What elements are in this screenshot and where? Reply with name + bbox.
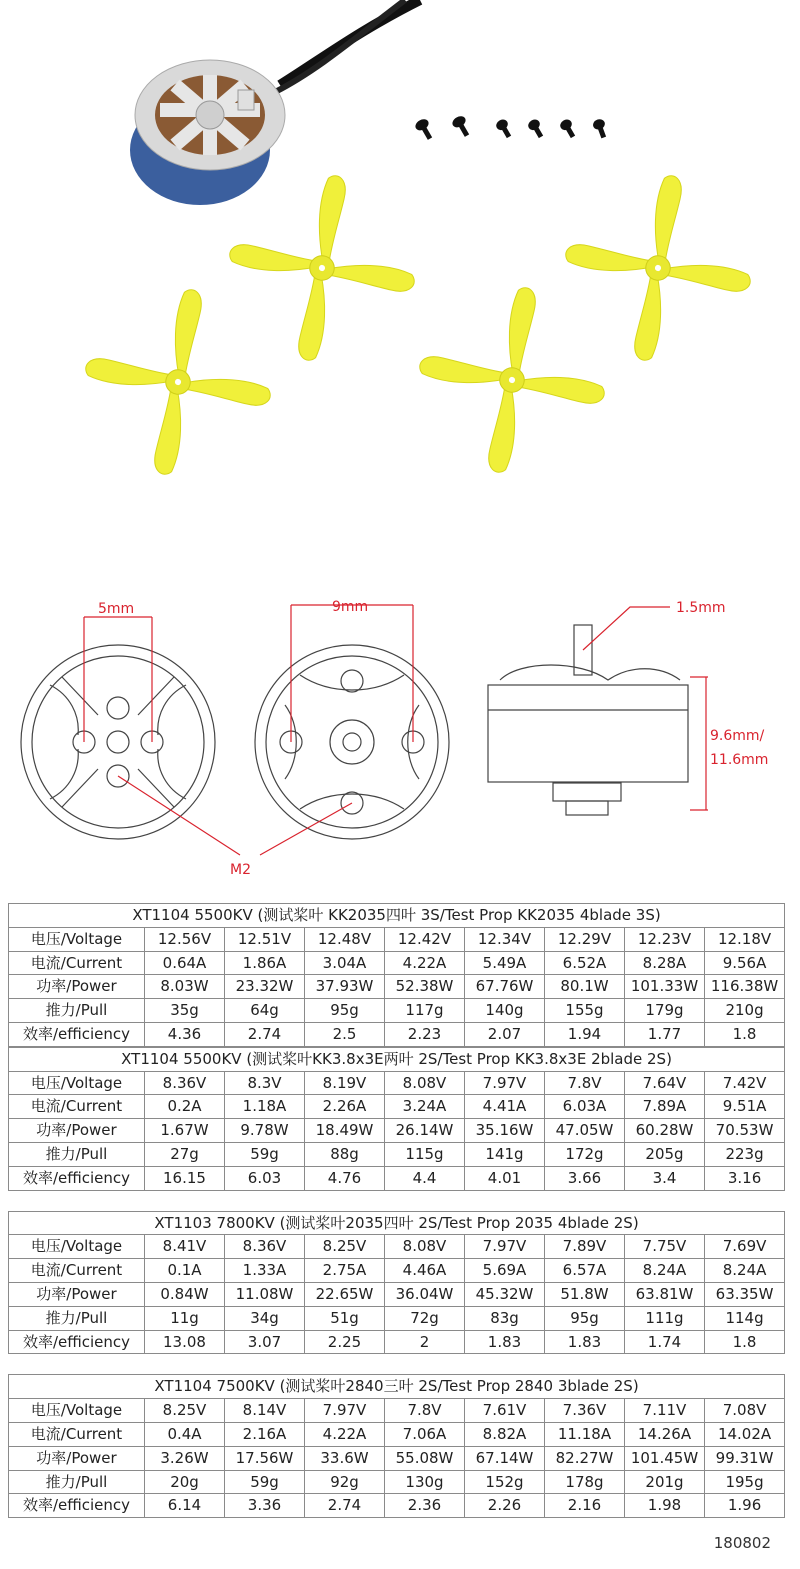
table-cell: 67.76W bbox=[465, 975, 545, 999]
table-cell: 3.26W bbox=[145, 1446, 225, 1470]
row-label: 推力/Pull bbox=[9, 999, 145, 1023]
table-cell: 9.78W bbox=[225, 1119, 305, 1143]
table-cell: 115g bbox=[385, 1142, 465, 1166]
table-cell: 172g bbox=[545, 1142, 625, 1166]
table-cell: 3.24A bbox=[385, 1095, 465, 1119]
table-title: XT1104 5500KV (测试桨叶KK3.8x3E两叶 2S/Test Prop KK3.8x3E 2blade 2S) bbox=[9, 1047, 785, 1071]
table-cell: 8.08V bbox=[385, 1235, 465, 1259]
table-cell: 12.18V bbox=[705, 927, 785, 951]
table-cell: 8.36V bbox=[225, 1235, 305, 1259]
table-cell: 12.23V bbox=[625, 927, 705, 951]
table-cell: 111g bbox=[625, 1306, 705, 1330]
table-cell: 20g bbox=[145, 1470, 225, 1494]
table-cell: 201g bbox=[625, 1470, 705, 1494]
table-cell: 2.25 bbox=[305, 1330, 385, 1354]
table-cell: 7.36V bbox=[545, 1399, 625, 1423]
table-cell: 12.56V bbox=[145, 927, 225, 951]
table-row bbox=[9, 1306, 785, 1330]
table-cell: 6.03A bbox=[545, 1095, 625, 1119]
table-cell: 8.36V bbox=[145, 1071, 225, 1095]
table-cell: 195g bbox=[705, 1470, 785, 1494]
table-cell: 9.56A bbox=[705, 951, 785, 975]
dim-mount-label: 9mm bbox=[332, 599, 369, 615]
table-cell: 4.41A bbox=[465, 1095, 545, 1119]
table-cell: 2.16 bbox=[545, 1494, 625, 1518]
table-cell: 13.08 bbox=[145, 1330, 225, 1354]
table-cell: 45.32W bbox=[465, 1282, 545, 1306]
table-cell: 1.74 bbox=[625, 1330, 705, 1354]
table-cell: 1.8 bbox=[705, 1330, 785, 1354]
table-cell: 2.75A bbox=[305, 1259, 385, 1283]
table-cell: 141g bbox=[465, 1142, 545, 1166]
table-cell: 36.04W bbox=[385, 1282, 465, 1306]
dim-height-label-1: 9.6mm/ bbox=[710, 728, 765, 744]
table-row bbox=[9, 1399, 785, 1423]
propeller-2 bbox=[73, 277, 284, 488]
table-cell: 2.5 bbox=[305, 1022, 385, 1046]
table-cell: 2.74 bbox=[225, 1022, 305, 1046]
table-cell: 1.94 bbox=[545, 1022, 625, 1046]
row-label: 功率/Power bbox=[9, 1119, 145, 1143]
row-label: 推力/Pull bbox=[9, 1142, 145, 1166]
table-cell: 51g bbox=[305, 1306, 385, 1330]
table-cell: 0.4A bbox=[145, 1422, 225, 1446]
table-cell: 67.14W bbox=[465, 1446, 545, 1470]
table-cell: 8.28A bbox=[625, 951, 705, 975]
table-cell: 7.61V bbox=[465, 1399, 545, 1423]
table-row bbox=[9, 1166, 785, 1190]
performance-table bbox=[8, 1374, 785, 1518]
table-row bbox=[9, 1422, 785, 1446]
table-cell: 72g bbox=[385, 1306, 465, 1330]
row-label: 电压/Voltage bbox=[9, 1235, 145, 1259]
table-cell: 7.89A bbox=[625, 1095, 705, 1119]
table-title: XT1104 5500KV (测试桨叶 KK2035四叶 3S/Test Prop KK2035 4blade 3S) bbox=[9, 904, 785, 928]
table-row bbox=[9, 951, 785, 975]
table-cell: 2.16A bbox=[225, 1422, 305, 1446]
table-cell: 8.08V bbox=[385, 1071, 465, 1095]
table-cell: 1.83 bbox=[465, 1330, 545, 1354]
table-cell: 7.97V bbox=[465, 1235, 545, 1259]
table-cell: 8.3V bbox=[225, 1071, 305, 1095]
table-cell: 1.77 bbox=[625, 1022, 705, 1046]
table-cell: 35g bbox=[145, 999, 225, 1023]
performance-table bbox=[8, 1047, 785, 1191]
table-cell: 4.46A bbox=[385, 1259, 465, 1283]
table-cell: 59g bbox=[225, 1142, 305, 1166]
table-cell: 7.97V bbox=[305, 1399, 385, 1423]
table-cell: 140g bbox=[465, 999, 545, 1023]
table-cell: 210g bbox=[705, 999, 785, 1023]
table-cell: 7.64V bbox=[625, 1071, 705, 1095]
table-gap bbox=[8, 1191, 784, 1211]
dim-height-label-2: 11.6mm bbox=[710, 752, 769, 768]
table-cell: 99.31W bbox=[705, 1446, 785, 1470]
table-cell: 1.98 bbox=[625, 1494, 705, 1518]
table-row bbox=[9, 1022, 785, 1046]
table-cell: 1.96 bbox=[705, 1494, 785, 1518]
propeller-4 bbox=[407, 275, 618, 486]
table-cell: 88g bbox=[305, 1142, 385, 1166]
table-cell: 18.49W bbox=[305, 1119, 385, 1143]
table-cell: 3.4 bbox=[625, 1166, 705, 1190]
row-label: 功率/Power bbox=[9, 1282, 145, 1306]
product-photo bbox=[0, 0, 800, 560]
table-cell: 33.6W bbox=[305, 1446, 385, 1470]
row-label: 效率/efficiency bbox=[9, 1494, 145, 1518]
table-cell: 4.4 bbox=[385, 1166, 465, 1190]
performance-table bbox=[8, 1211, 785, 1355]
table-cell: 116.38W bbox=[705, 975, 785, 999]
screws-photo bbox=[413, 114, 609, 142]
table-cell: 83g bbox=[465, 1306, 545, 1330]
table-cell: 17.56W bbox=[225, 1446, 305, 1470]
table-cell: 12.48V bbox=[305, 927, 385, 951]
table-cell: 3.04A bbox=[305, 951, 385, 975]
table-cell: 7.75V bbox=[625, 1235, 705, 1259]
row-label: 电流/Current bbox=[9, 1259, 145, 1283]
table-cell: 1.33A bbox=[225, 1259, 305, 1283]
row-label: 效率/efficiency bbox=[9, 1166, 145, 1190]
table-cell: 80.1W bbox=[545, 975, 625, 999]
table-cell: 0.2A bbox=[145, 1095, 225, 1119]
table-cell: 6.52A bbox=[545, 951, 625, 975]
table-cell: 179g bbox=[625, 999, 705, 1023]
dim-shaft-label: 5mm bbox=[98, 601, 135, 617]
row-label: 电压/Voltage bbox=[9, 1071, 145, 1095]
table-cell: 114g bbox=[705, 1306, 785, 1330]
table-cell: 178g bbox=[545, 1470, 625, 1494]
performance-table bbox=[8, 903, 785, 1047]
table-row bbox=[9, 1446, 785, 1470]
table-cell: 1.83 bbox=[545, 1330, 625, 1354]
table-cell: 8.24A bbox=[625, 1259, 705, 1283]
table-cell: 60.28W bbox=[625, 1119, 705, 1143]
table-cell: 8.82A bbox=[465, 1422, 545, 1446]
table-cell: 4.22A bbox=[305, 1422, 385, 1446]
table-cell: 205g bbox=[625, 1142, 705, 1166]
table-row bbox=[9, 1095, 785, 1119]
table-cell: 22.65W bbox=[305, 1282, 385, 1306]
table-cell: 47.05W bbox=[545, 1119, 625, 1143]
row-label: 电流/Current bbox=[9, 1422, 145, 1446]
table-cell: 8.14V bbox=[225, 1399, 305, 1423]
table-gap bbox=[8, 1354, 784, 1374]
performance-tables bbox=[8, 903, 784, 1518]
table-cell: 7.08V bbox=[705, 1399, 785, 1423]
table-cell: 3.66 bbox=[545, 1166, 625, 1190]
table-cell: 11.18A bbox=[545, 1422, 625, 1446]
row-label: 电压/Voltage bbox=[9, 1399, 145, 1423]
table-cell: 5.69A bbox=[465, 1259, 545, 1283]
table-cell: 12.29V bbox=[545, 927, 625, 951]
table-cell: 7.97V bbox=[465, 1071, 545, 1095]
table-row bbox=[9, 1259, 785, 1283]
table-cell: 51.8W bbox=[545, 1282, 625, 1306]
table-cell: 12.42V bbox=[385, 927, 465, 951]
row-label: 推力/Pull bbox=[9, 1306, 145, 1330]
table-cell: 7.69V bbox=[705, 1235, 785, 1259]
table-cell: 7.8V bbox=[545, 1071, 625, 1095]
table-cell: 6.57A bbox=[545, 1259, 625, 1283]
row-label: 推力/Pull bbox=[9, 1470, 145, 1494]
table-cell: 1.86A bbox=[225, 951, 305, 975]
table-cell: 2.07 bbox=[465, 1022, 545, 1046]
table-cell: 8.24A bbox=[705, 1259, 785, 1283]
table-cell: 7.06A bbox=[385, 1422, 465, 1446]
table-cell: 14.26A bbox=[625, 1422, 705, 1446]
propeller-3 bbox=[553, 163, 764, 374]
table-cell: 95g bbox=[545, 1306, 625, 1330]
table-cell: 12.51V bbox=[225, 927, 305, 951]
table-cell: 27g bbox=[145, 1142, 225, 1166]
table-cell: 8.03W bbox=[145, 975, 225, 999]
table-cell: 82.27W bbox=[545, 1446, 625, 1470]
propeller-1 bbox=[217, 163, 428, 374]
table-cell: 6.03 bbox=[225, 1166, 305, 1190]
table-cell: 7.8V bbox=[385, 1399, 465, 1423]
table-cell: 63.35W bbox=[705, 1282, 785, 1306]
table-cell: 95g bbox=[305, 999, 385, 1023]
table-cell: 8.41V bbox=[145, 1235, 225, 1259]
table-row bbox=[9, 975, 785, 999]
row-label: 效率/efficiency bbox=[9, 1330, 145, 1354]
table-cell: 52.38W bbox=[385, 975, 465, 999]
table-row bbox=[9, 1282, 785, 1306]
row-label: 电流/Current bbox=[9, 951, 145, 975]
table-cell: 92g bbox=[305, 1470, 385, 1494]
table-row bbox=[9, 1142, 785, 1166]
table-row bbox=[9, 999, 785, 1023]
table-cell: 12.34V bbox=[465, 927, 545, 951]
table-cell: 223g bbox=[705, 1142, 785, 1166]
row-label: 电压/Voltage bbox=[9, 927, 145, 951]
table-cell: 37.93W bbox=[305, 975, 385, 999]
row-label: 功率/Power bbox=[9, 975, 145, 999]
row-label: 功率/Power bbox=[9, 1446, 145, 1470]
table-cell: 4.76 bbox=[305, 1166, 385, 1190]
table-row bbox=[9, 1119, 785, 1143]
table-cell: 2.74 bbox=[305, 1494, 385, 1518]
table-cell: 7.42V bbox=[705, 1071, 785, 1095]
table-cell: 2.26 bbox=[465, 1494, 545, 1518]
table-row bbox=[9, 927, 785, 951]
table-cell: 117g bbox=[385, 999, 465, 1023]
table-cell: 8.25V bbox=[305, 1235, 385, 1259]
table-cell: 0.1A bbox=[145, 1259, 225, 1283]
table-cell: 26.14W bbox=[385, 1119, 465, 1143]
dim-shaft-dia-label: 1.5mm bbox=[676, 600, 726, 616]
table-cell: 14.02A bbox=[705, 1422, 785, 1446]
table-cell: 64g bbox=[225, 999, 305, 1023]
table-cell: 55.08W bbox=[385, 1446, 465, 1470]
technical-drawing bbox=[0, 585, 800, 885]
date-stamp: 180802 bbox=[713, 1534, 771, 1552]
table-row bbox=[9, 1330, 785, 1354]
table-cell: 101.33W bbox=[625, 975, 705, 999]
table-cell: 2.26A bbox=[305, 1095, 385, 1119]
table-cell: 4.01 bbox=[465, 1166, 545, 1190]
table-row bbox=[9, 1470, 785, 1494]
table-cell: 130g bbox=[385, 1470, 465, 1494]
table-row bbox=[9, 1071, 785, 1095]
table-cell: 101.45W bbox=[625, 1446, 705, 1470]
row-label: 效率/efficiency bbox=[9, 1022, 145, 1046]
motor-photo bbox=[130, 60, 285, 205]
row-label: 电流/Current bbox=[9, 1095, 145, 1119]
table-cell: 1.18A bbox=[225, 1095, 305, 1119]
table-cell: 59g bbox=[225, 1470, 305, 1494]
table-cell: 11.08W bbox=[225, 1282, 305, 1306]
screw-label: M2 bbox=[230, 862, 251, 878]
table-cell: 3.36 bbox=[225, 1494, 305, 1518]
table-cell: 3.16 bbox=[705, 1166, 785, 1190]
table-cell: 35.16W bbox=[465, 1119, 545, 1143]
table-cell: 63.81W bbox=[625, 1282, 705, 1306]
table-cell: 3.07 bbox=[225, 1330, 305, 1354]
table-cell: 4.36 bbox=[145, 1022, 225, 1046]
table-cell: 34g bbox=[225, 1306, 305, 1330]
table-cell: 7.11V bbox=[625, 1399, 705, 1423]
table-cell: 8.19V bbox=[305, 1071, 385, 1095]
table-title: XT1103 7800KV (测试桨叶2035四叶 2S/Test Prop 2035 4blade 2S) bbox=[9, 1211, 785, 1235]
table-title: XT1104 7500KV (测试桨叶2840三叶 2S/Test Prop 2840 3blade 2S) bbox=[9, 1375, 785, 1399]
table-cell: 7.89V bbox=[545, 1235, 625, 1259]
table-cell: 23.32W bbox=[225, 975, 305, 999]
table-cell: 70.53W bbox=[705, 1119, 785, 1143]
table-cell: 16.15 bbox=[145, 1166, 225, 1190]
table-row bbox=[9, 1494, 785, 1518]
table-cell: 9.51A bbox=[705, 1095, 785, 1119]
table-cell: 2.23 bbox=[385, 1022, 465, 1046]
table-cell: 155g bbox=[545, 999, 625, 1023]
table-cell: 2 bbox=[385, 1330, 465, 1354]
table-cell: 6.14 bbox=[145, 1494, 225, 1518]
table-cell: 0.64A bbox=[145, 951, 225, 975]
table-cell: 1.8 bbox=[705, 1022, 785, 1046]
table-cell: 2.36 bbox=[385, 1494, 465, 1518]
table-cell: 152g bbox=[465, 1470, 545, 1494]
table-row bbox=[9, 1235, 785, 1259]
table-cell: 11g bbox=[145, 1306, 225, 1330]
table-cell: 1.67W bbox=[145, 1119, 225, 1143]
table-cell: 5.49A bbox=[465, 951, 545, 975]
table-cell: 4.22A bbox=[385, 951, 465, 975]
table-cell: 0.84W bbox=[145, 1282, 225, 1306]
table-cell: 8.25V bbox=[145, 1399, 225, 1423]
